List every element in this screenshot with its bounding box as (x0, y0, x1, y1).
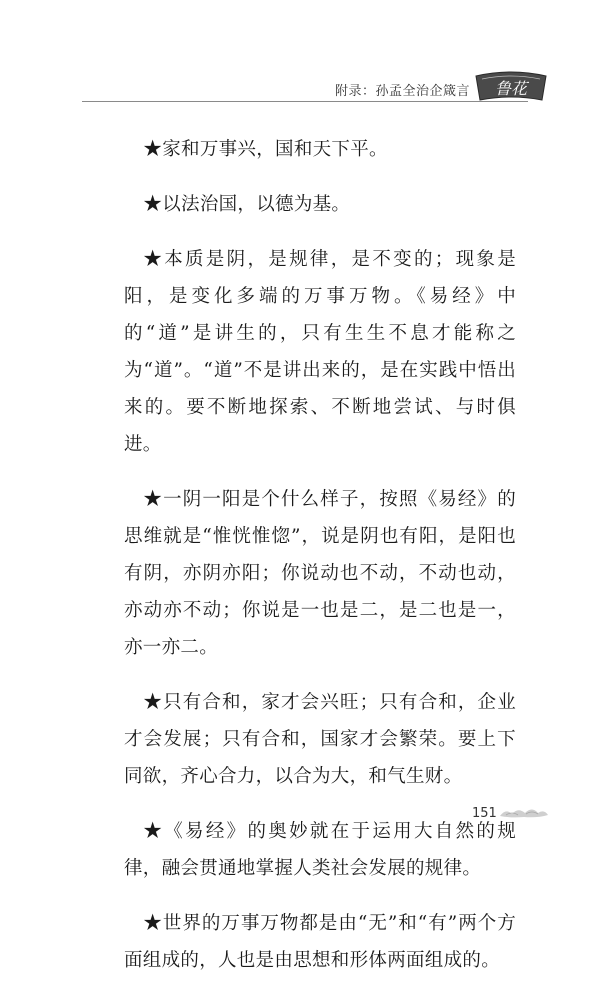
quote-paragraph: ★本质是阴，是规律，是不变的；现象是阳，是变化多端的万事万物。《易经》中的“道”是讲生的，只有生生不息才能称之为“道”。“道”不是讲出来的，是在实践中悟出来的。要不断地探索、不断地尝试、与时俱进。 (124, 249, 516, 455)
quote-paragraph: ★只有合和，家才会兴旺；只有合和，企业才会发展；只有合和，国家才会繁荣。要上下同欲，齐心合力，以合为大，和气生财。 (124, 692, 516, 787)
running-header-title: 附录：孙孟全治企箴言 (334, 84, 470, 99)
quotes-body (124, 127, 516, 997)
quote-paragraph: ★以法治国，以德为基。 (143, 194, 351, 215)
cloud-ornament-icon (498, 805, 550, 819)
quote-paragraph: ★《易经》的奥妙就在于运用大自然的规律，融会贯通地掌握人类社会发展的规律。 (124, 821, 516, 879)
page-number: 151 (472, 806, 497, 821)
header-rule (82, 101, 528, 102)
brand-badge-logo (472, 70, 550, 106)
quote-paragraph: ★家和万事兴，国和天下平。 (143, 139, 388, 160)
quote-paragraph: ★世界的万事万物都是由“无”和“有”两个方面组成的，人也是由思想和形体两面组成的。 (124, 913, 516, 971)
badge-label: 鲁花 (494, 79, 528, 98)
page-header (0, 0, 600, 120)
brand-badge (472, 70, 550, 106)
quote-paragraph: ★一阴一阳是个什么样子，按照《易经》的思维就是“惟恍惟惚”，说是阴也有阳，是阳也有阴，亦阴亦阳；你说动也不动，不动也动，亦动亦不动；你说是一也是二，是二也是一，亦一亦二。 (124, 489, 516, 658)
